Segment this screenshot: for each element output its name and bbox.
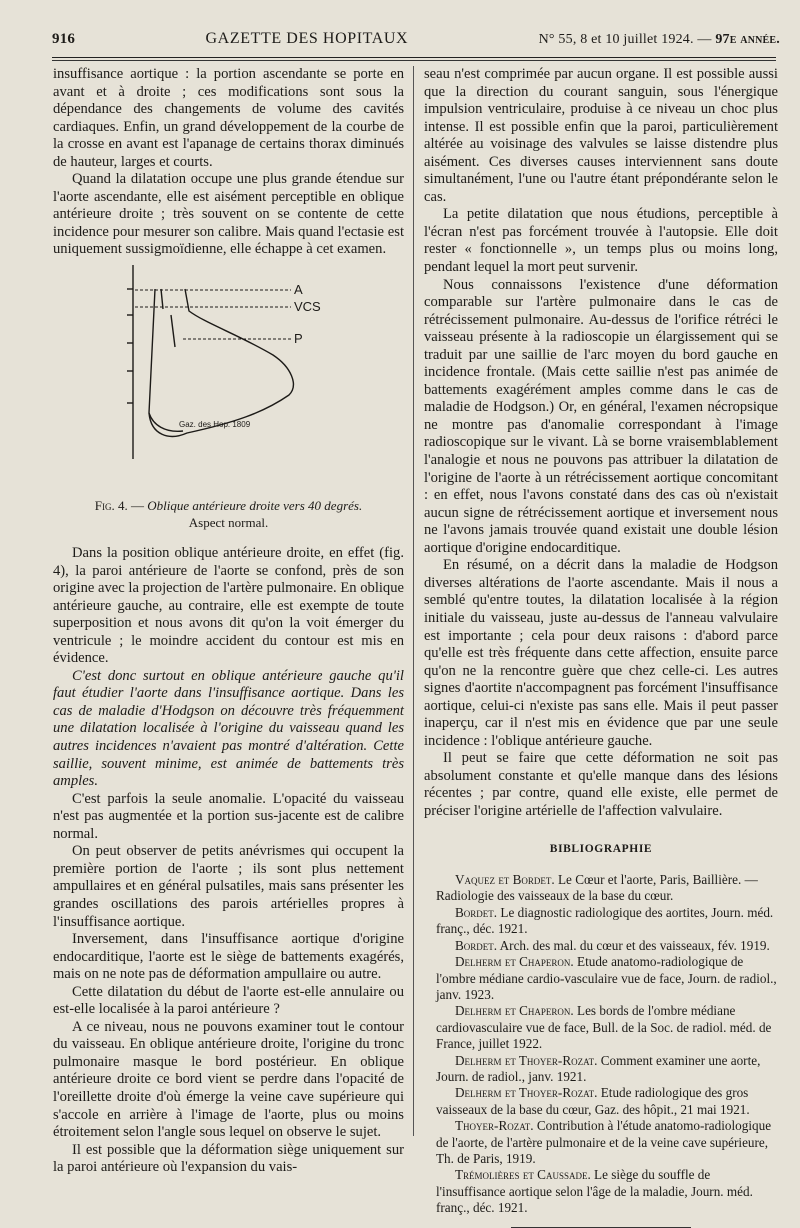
paragraph: La petite dilatation que nous étudions, perceptible à l'écran n'est pas forcément trouvée à l'autopsie. Elle doit rester « fonctionnelle », un temps plus ou moins long, pendant lequel la mort peut survenir. bbox=[424, 206, 778, 276]
bib-authors: Vaquez et Bordet. bbox=[455, 872, 555, 888]
header-rule-thin bbox=[52, 60, 776, 61]
caption-text: Oblique antérieure droite vers 40 degrés. bbox=[147, 498, 363, 514]
paragraph: C'est parfois la seule anomalie. L'opacité du vaisseau n'est pas augmentée et la portion sus-jacente est de calibre normal. bbox=[53, 790, 404, 842]
end-rule bbox=[511, 1227, 691, 1228]
paragraph-italic: C'est donc surtout en oblique antérieure gauche qu'il faut étudier l'aorte dans l'insuffisance aortique. Dans les cas de maladie d'Hodgson on découvre très fréquemment une dilatation localisée à l'origine du vaisseau quand les autres incidences n'avaient pas montré d'altération. Cette saillie, souvent minime, est animée de battements très amples. bbox=[53, 667, 404, 790]
figure-number: Fig. 4. bbox=[94, 498, 128, 514]
bibliography-entry bbox=[424, 1003, 778, 1052]
header-rule bbox=[52, 57, 776, 58]
label-p: P bbox=[294, 331, 303, 347]
issue-year: 97e année. bbox=[715, 32, 780, 47]
bib-reference: Contribution à l'étude anatomo-radiologique de l'aorte, de l'artère pulmonaire et de la veine cave supérieure, Th. de Paris, 1919. bbox=[436, 1118, 772, 1166]
journal-title: GAZETTE DES HOPITAUX bbox=[205, 30, 409, 47]
bibliography-entry bbox=[424, 905, 778, 938]
bib-reference: Le diagnostic radiologique des aortites, Journ. méd. franç., déc. 1921. bbox=[436, 904, 774, 937]
paragraph: Dans la position oblique antérieure droite, en effet (fig. 4), la paroi antérieure de l'aorte se confond, près de son origine avec la projection de l'artère pulmonaire. En oblique antérieure gauche, au contraire, elle est exempte de toute superposition et nous avons dit qu'on la voit émerger du ventricule ; le moindre accident du contour est mis en évidence. bbox=[53, 545, 404, 667]
page-header bbox=[52, 30, 780, 54]
bibliography-entry bbox=[424, 872, 778, 905]
paragraph: seau n'est comprimée par aucun organe. Il est possible aussi que la direction du courant sanguin, sous l'énergique impulsion ventriculaire, produise à ce niveau un choc plus intense. Il est possible enfin que la paroi, particulièrement altérée au voisinage des valvules se laisse distendre plus aisément. Ces diverses causes interviennent sans doute simultanément, l'une ou l'autre étant prépondérante selon le cas. bbox=[424, 66, 778, 205]
label-a: A bbox=[294, 282, 303, 298]
issue-info bbox=[539, 32, 780, 48]
right-column bbox=[424, 66, 778, 1228]
bib-reference: Etude radiologique des gros vaisseaux de la base du cœur, Gaz. des hôpit., 21 mai 1921. bbox=[436, 1085, 750, 1117]
paragraph: Inversement, dans l'insuffisance aortique d'origine endocarditique, l'aorte est le siège de battements exagérés, mais on ne note pas de déformation ampullaire ou autre. bbox=[53, 931, 404, 983]
paragraph: Il peut se faire que cette déformation ne soit pas absolument constante et qu'elle manque dans des lésions récentes ; par contre, quand elle existe, elle permet de préciser l'origine artérielle de l'affection valvulaire. bbox=[424, 750, 778, 819]
bib-authors: Delherm et Chaperon. bbox=[455, 954, 574, 970]
figure-4 bbox=[53, 263, 404, 497]
caption-dash: — bbox=[127, 498, 148, 514]
label-vcs: VCS bbox=[294, 299, 321, 315]
bib-reference: Arch. des mal. du cœur et des vaisseaux, fév. 1919. bbox=[497, 937, 770, 953]
bib-authors: Trémolières et Caussade. bbox=[455, 1167, 591, 1183]
bib-reference: Le siège du souffle de l'insuffisance aortique selon l'âge de la maladie, Journ. méd. franç., déc. 1921. bbox=[436, 1167, 753, 1216]
paragraph: insuffisance aortique : la portion ascendante se porte en avant et à droite ; ces modifications sont sous la dépendance des changements de volume des cavités cardiaques. Enfin, un grand développement de la courbe de la crosse en avant est l'apanage de certains thorax diminués de hauteur, larges et courts. bbox=[53, 66, 404, 170]
bib-authors: Bordet. bbox=[455, 937, 498, 953]
radiograph-diagram bbox=[113, 263, 353, 495]
bib-authors: Delherm et Thoyer-Rozat. bbox=[455, 1052, 598, 1068]
vessel-line bbox=[171, 315, 175, 347]
bibliography-entry bbox=[424, 1118, 778, 1167]
bib-authors: Delherm et Thoyer-Rozat. bbox=[455, 1085, 598, 1101]
paragraph: Quand la dilatation occupe une plus grande étendue sur l'aorte ascendante, elle est aisément perceptible en oblique antérieure droite ; très souvent on se contente de cette incidence pour mesurer son calibre. Mais quand l'ectasie est uniquement sussigmoïdienne, elle échappe à cet examen. bbox=[53, 171, 404, 258]
heart-contour bbox=[149, 289, 293, 436]
bib-authors: Thoyer-Rozat. bbox=[455, 1118, 534, 1134]
left-column bbox=[53, 66, 404, 1177]
page-number: 916 bbox=[52, 31, 76, 47]
figure-caption bbox=[53, 497, 404, 531]
bibliography-entry bbox=[424, 1085, 778, 1118]
bibliography-entry bbox=[424, 1167, 778, 1216]
bibliography-heading: BIBLIOGRAPHIE bbox=[549, 842, 653, 855]
bibliography-entry bbox=[424, 1053, 778, 1086]
paragraph: Nous connaissons l'existence d'une déformation comparable sur l'artère pulmonaire dans le cas de rétrécissement pulmonaire. Au-dessus de l'orifice rétréci le vaisseau présente à la radioscopie un élargissement qui se traduit par une saillie de l'arc moyen du bord gauche en incidence frontale. (Mais cette saillie n'est pas animée de battements exagérément amples comme dans le cas de maladie de Hodgson.) Or, en général, l'examen nécropsique ne montre pas d'anomalie correspondant à l'image radioscopique sur le vivant. Là se borne vraisemblablement l'analogie et nous ne pouvons pas attribuer la dilatation de l'origine de l'aorte à un rétrécissement aortique concomitant : en effet, nous l'avons constaté dans des cas où n'existait aucun signe de rétrécissement aortique et inversement nous ne l'avons jamais trouvée quand existait une double lésion aortique d'origine endocarditique. bbox=[424, 276, 778, 556]
bib-authors: Bordet. bbox=[455, 904, 498, 920]
caption-line-2: Aspect normal. bbox=[188, 515, 269, 531]
vessel-line bbox=[161, 289, 163, 309]
column-divider bbox=[413, 66, 414, 1136]
figure-stamp: Gaz. des Hop. 1809 bbox=[179, 420, 251, 430]
bib-reference: Comment examiner une aorte, Journ. de radiol., janv. 1921. bbox=[436, 1052, 761, 1084]
bib-reference: Les bords de l'ombre médiane cardiovasculaire vue de face, Bull. de la Soc. de radiol. méd. de France, juillet 1922. bbox=[436, 1003, 772, 1052]
bib-authors: Delherm et Chaperon. bbox=[455, 1003, 574, 1019]
paragraph: A ce niveau, nous ne pouvons examiner tout le contour du vaisseau. En oblique antérieure droite, l'origine du tronc pulmonaire masque le bord postérieur. En oblique antérieure droite ce bord vient se perdre dans l'opacité de l'oreillette droite d'où émerge la veine cave supérieure qui s'accole en arrière à l'image de l'aorte, plus ou moins étroitement selon l'angle sous lequel on observe le sujet. bbox=[53, 1018, 404, 1141]
paragraph: En résumé, on a décrit dans la maladie de Hodgson diverses altérations de l'aorte ascendante. Mais il nous a semblé qu'entre toutes, la dilatation localisée à la région initiale du vaisseau, juste au-dessus de l'anneau valvulaire est importante ; cela pour deux raisons : d'abord parce qu'elle est très fréquente dans cette affection, ensuite parce qu'on ne la rencontre guère que chez celle-ci. Les autres signes d'aortite n'accompagnent pas forcément l'insuffisance aortique, celui-ci n'existe pas sans elle. Mais il peut passer inaperçu, car il n'est mis en évidence que par une seule incidence : l'oblique antérieure gauche. bbox=[424, 557, 778, 749]
paragraph: Cette dilatation du début de l'aorte est-elle annulaire ou est-elle localisée à la paroi antérieure ? bbox=[53, 983, 404, 1018]
paragraph: On peut observer de petits anévrismes qui occupent la première portion de l'aorte ; ils sont plus nettement ampullaires et en général pulsatiles, mais sans présenter les grandes oscillations des parois artérielles propres à l'insuffisance aortique. bbox=[53, 843, 404, 930]
bibliography-list bbox=[424, 872, 778, 1217]
bib-reference: Le Cœur et l'aorte, Paris, Baillière. — Radiologie des vaisseaux de la base du cœur. bbox=[436, 872, 758, 904]
bib-reference: Etude anatomo-radiologique de l'ombre médiane cardio-vasculaire vue de face, Journ. de radiol., janv. 1923. bbox=[436, 954, 777, 1002]
issue-number: N° 55, 8 et 10 juillet 1924. — bbox=[538, 32, 712, 47]
paragraph: Il est possible que la déformation siège uniquement sur la paroi antérieure où l'expansion du vais- bbox=[53, 1141, 404, 1176]
bibliography-entry bbox=[424, 938, 778, 954]
bibliography-entry bbox=[424, 954, 778, 1003]
